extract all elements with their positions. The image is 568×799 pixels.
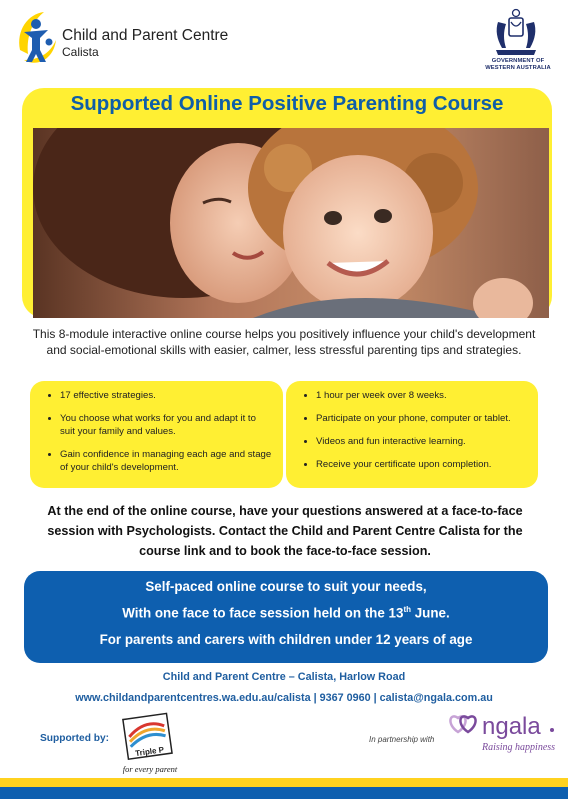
triple-p-text: Triple P [134,745,165,759]
list-item: • Gain confidence in managing each age and stage of your child's development. [60,448,273,474]
org-name: Child and Parent Centre [62,27,229,44]
government-label [478,58,558,72]
ordinal-suffix: th [403,605,411,614]
triple-p-tagline: for every parent [122,764,178,774]
ngala-logo-icon [448,710,560,756]
ngala-tagline: Raising happiness [482,742,556,753]
highlight-line-3: For parents and carers with children under 12 years of age [99,632,473,647]
footer-bar-yellow [0,778,568,787]
highlight-line-1: Self-paced online course to suit your needs, [145,579,427,594]
highlight-line-2-post: June. [411,605,450,621]
list-item: • You choose what works for you and adapt it to suit your family and values. [60,412,273,438]
triple-p-logo-icon [118,710,182,778]
gov-line1: GOVERNMENT OF [491,58,545,64]
face-to-face-paragraph: At the end of the online course, have your questions answered at a face-to-face session with Psychologists. Contact the Child and Parent Centre Calista for the course link and to book the face-to-face session. [47,504,523,558]
footer-bar-blue [0,787,568,799]
address: Child and Parent Centre – Calista, Harlow Road [162,671,406,683]
gov-line2: WESTERN AUSTRALIA [485,65,551,71]
benefits-left-list [30,381,283,474]
benefits-right-list [286,381,538,471]
supported-by-label: Supported by: [40,733,110,744]
list-item: • 1 hour per week over 8 weeks. [316,389,528,402]
list-item: • Receive your certificate upon completion. [316,458,528,471]
list-item: • 17 effective strategies. [60,389,273,402]
list-item: • Videos and fun interactive learning. [316,435,528,448]
partnership-label: In partnership with [369,735,435,744]
benefits-right-box [286,381,538,488]
contact-details[interactable]: www.childandparentcentres.wa.edu.au/calista | 9367 0960 | calista@ngala.com.au [75,692,493,704]
intro-text: This 8-module interactive online course helps you positively influence your child's development and social-emotional skills with easier, calmer, less stressful parenting tips and strategies. [32,327,536,357]
mother-child-photo [33,128,549,318]
org-sub: Calista [62,45,99,59]
highlight-line-2 [24,605,548,620]
course-title: Supported Online Positive Parenting Course [70,92,504,115]
highlight-line-2-pre: With one face to face session held on the 13 [122,605,404,621]
list-item: • Participate on your phone, computer or tablet. [316,412,528,425]
child-parent-centre-logo-icon [14,10,58,70]
ngala-text: ngala [482,713,541,740]
wa-government-crest-icon [488,8,544,58]
benefits-left-box [30,381,283,488]
